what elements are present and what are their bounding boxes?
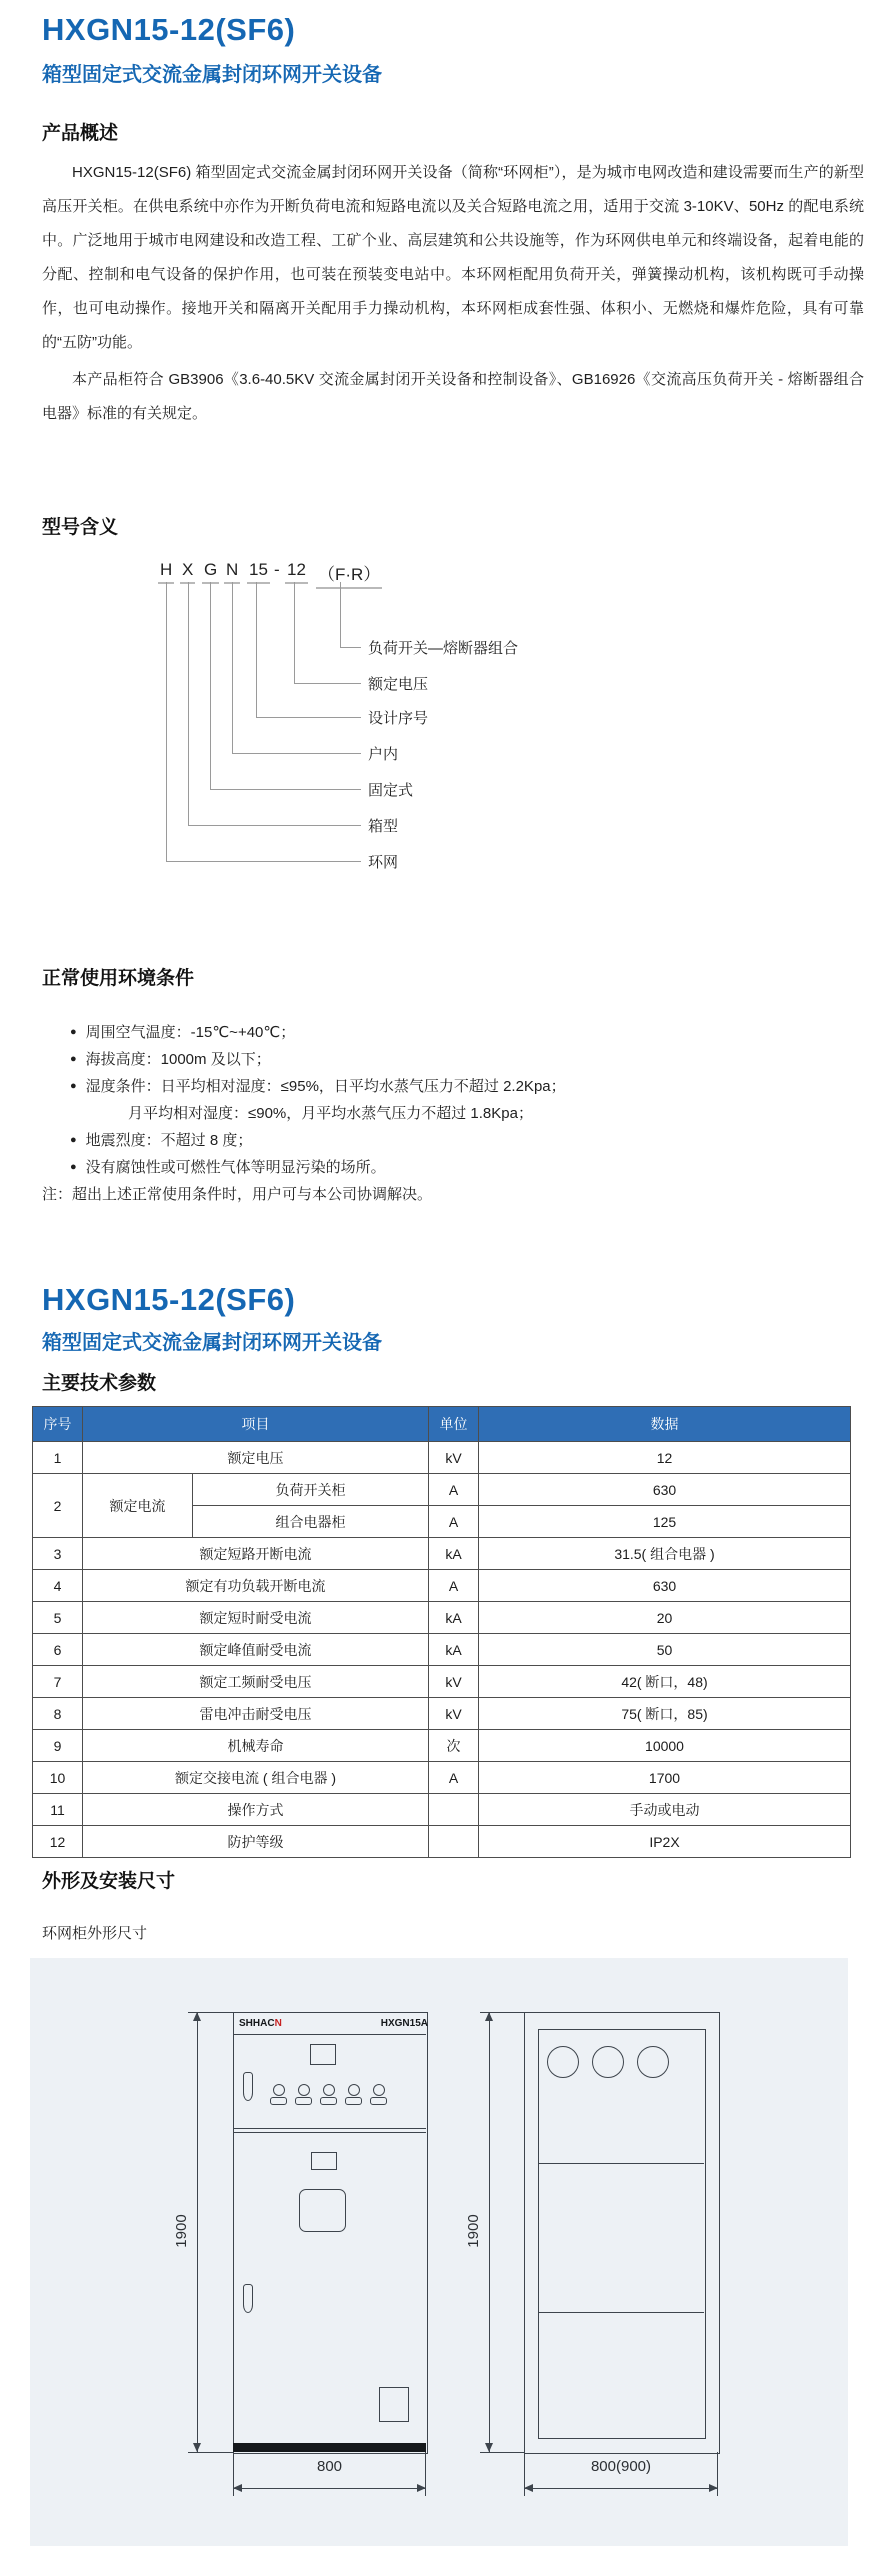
cell-subitem: 组合电器柜	[193, 1506, 429, 1538]
model-code-part-fr: （F·R）	[316, 560, 382, 589]
table-row	[33, 1762, 851, 1794]
page-title: HXGN15-12(SF6)	[42, 12, 296, 47]
small-window	[311, 2152, 337, 2170]
cell-unit: kA	[429, 1602, 479, 1634]
brand-label-red: N	[274, 2017, 282, 2029]
indicator-slot	[295, 2097, 312, 2105]
col-header-unit: 单位	[429, 1407, 479, 1442]
cell-no: 12	[33, 1826, 83, 1858]
table-row	[33, 1666, 851, 1698]
dim-extension-line	[480, 2012, 524, 2013]
model-code-dash: -	[274, 560, 280, 579]
model-label-rated-voltage: 额定电压	[368, 676, 429, 693]
indicator-slot	[270, 2097, 287, 2105]
model-label-design-serial: 设计序号	[368, 710, 429, 727]
cell-unit	[429, 1794, 479, 1826]
cell-value: 75( 断口，85)	[479, 1698, 851, 1730]
cell-no: 3	[33, 1538, 83, 1570]
door-lock	[243, 2072, 253, 2101]
cell-unit: kA	[429, 1538, 479, 1570]
cell-item: 额定峰值耐受电流	[83, 1634, 429, 1666]
section-divider-line	[233, 2132, 426, 2133]
cell-item: 额定电流	[83, 1474, 193, 1538]
cell-item: 雷电冲击耐受电压	[83, 1698, 429, 1730]
indicator-lamp	[373, 2084, 385, 2096]
model-label-load-switch-fuse: 负荷开关—熔断器组合	[368, 640, 519, 657]
operation-port	[299, 2189, 346, 2232]
table-row	[33, 1538, 851, 1570]
indicator-slot	[370, 2097, 387, 2105]
meter-window	[310, 2044, 336, 2065]
cell-item: 防护等级	[83, 1826, 429, 1858]
table-row	[33, 1794, 851, 1826]
page-subtitle-2: 箱型固定式交流金属封闭环网开关设备	[42, 1332, 382, 1354]
front-width-dim-line	[233, 2488, 426, 2489]
cell-unit: A	[429, 1762, 479, 1794]
model-label-indoor: 户内	[368, 746, 399, 763]
indicator-lamp	[273, 2084, 285, 2096]
outline-drawing-panel	[30, 1958, 848, 2546]
cell-item: 操作方式	[83, 1794, 429, 1826]
bushing-hole	[637, 2046, 669, 2078]
cell-no: 1	[33, 1442, 83, 1474]
model-connector-h	[166, 582, 361, 862]
table-row	[33, 1474, 851, 1506]
cell-no: 6	[33, 1634, 83, 1666]
cell-value: 630	[479, 1474, 851, 1506]
cabinet-base-bar	[233, 2443, 426, 2452]
dim-extension-line	[188, 2452, 233, 2453]
dim-arrow-right-icon	[709, 2484, 718, 2492]
side-view-inner-frame	[538, 2029, 706, 2439]
env-item-seismic: ● 地震烈度：不超过 8 度；	[70, 1127, 252, 1154]
cell-value: IP2X	[479, 1826, 851, 1858]
cell-value: 手动或电动	[479, 1794, 851, 1826]
front-width-dim-label: 800	[316, 2458, 343, 2475]
dim-arrow-down-icon	[193, 2443, 201, 2452]
lower-port	[379, 2387, 409, 2422]
cell-item: 额定短路开断电流	[83, 1538, 429, 1570]
front-height-dim-line	[197, 2012, 198, 2452]
env-item-humidity-monthly: 月平均相对湿度：≤90%，月平均水蒸气压力不超过 1.8Kpa；	[128, 1105, 533, 1122]
dimensions-sub-label: 环网柜外形尺寸	[42, 1925, 148, 1942]
cell-no: 4	[33, 1570, 83, 1602]
table-row	[33, 1826, 851, 1858]
parameters-table	[32, 1406, 851, 1858]
dim-arrow-left-icon	[524, 2484, 533, 2492]
nameplate-strip	[234, 2013, 433, 2033]
page-subtitle: 箱型固定式交流金属封闭环网开关设备	[42, 64, 382, 86]
environment-note: 注：超出上述正常使用条件时，用户可与本公司协调解决。	[42, 1186, 433, 1203]
model-code-part-h: H	[158, 560, 174, 584]
model-meaning-heading: 型号含义	[42, 517, 119, 538]
cell-unit	[429, 1826, 479, 1858]
compartment-divider-line	[538, 2163, 704, 2164]
cell-value: 20	[479, 1602, 851, 1634]
env-item-humidity-daily: ● 湿度条件：日平均相对湿度：≤95%，日平均水蒸气压力不超过 2.2Kpa；	[70, 1073, 566, 1100]
overview-paragraph-1: HXGN15-12(SF6) 箱型固定式交流金属封闭环网开关设备（简称“环网柜”），是为城市电网改造和建设需要而生产的新型高压开关柜。在供电系统中亦作为开断负荷电流和短路电流以及关合短路电流之用，适用于交流 3-10KV、50Hz 的配电系统中。广泛地用于城市电网建设和改造工程、工矿个业、高层建筑和公共设施等，作为环网供电单元和终端设备，起着电能的分配、控制和电气设备的保护作用，也可装在预装变电站中。本环网柜配用负荷开关，弹簧操动机构，该机构既可手动操作，也可电动操作。接地开关和隔离开关配用手力操动机构，本环网柜成套性强、体积小、无燃烧和爆炸危险，具有可靠的“五防”功能。	[42, 164, 864, 351]
cell-value: 50	[479, 1634, 851, 1666]
cell-no: 10	[33, 1762, 83, 1794]
cell-item: 额定有功负载开断电流	[83, 1570, 429, 1602]
table-header-row	[33, 1407, 851, 1442]
model-label: HXGN15A	[380, 2017, 428, 2029]
model-code-part-n: N	[224, 560, 240, 584]
overview-heading: 产品概述	[42, 123, 119, 144]
cell-value: 125	[479, 1506, 851, 1538]
page-title-2: HXGN15-12(SF6)	[42, 1282, 296, 1317]
col-header-data: 数据	[479, 1407, 851, 1442]
model-code-part-g: G	[202, 560, 219, 584]
cell-item: 额定工频耐受电压	[83, 1666, 429, 1698]
indicator-slot	[345, 2097, 362, 2105]
dim-arrow-up-icon	[485, 2012, 493, 2021]
cell-no: 2	[33, 1474, 83, 1538]
cell-no: 8	[33, 1698, 83, 1730]
cell-no: 7	[33, 1666, 83, 1698]
brand-label-black: SHHAC	[239, 2017, 275, 2029]
cell-no: 9	[33, 1730, 83, 1762]
cell-item: 额定短时耐受电流	[83, 1602, 429, 1634]
dim-extension-line	[480, 2452, 524, 2453]
cell-value: 10000	[479, 1730, 851, 1762]
side-width-dim-label: 800(900)	[590, 2458, 652, 2475]
front-height-dim-label: 1900	[173, 2214, 190, 2248]
dim-arrow-right-icon	[417, 2484, 426, 2492]
side-height-dim-line	[489, 2012, 490, 2452]
col-header-no: 序号	[33, 1407, 83, 1442]
side-width-dim-line	[524, 2488, 718, 2489]
environment-heading: 正常使用环境条件	[42, 968, 195, 989]
cell-no: 5	[33, 1602, 83, 1634]
model-label-box-type: 箱型	[368, 818, 399, 835]
env-item-altitude: ● 海拔高度：1000m 及以下；	[70, 1046, 271, 1073]
model-label-ring-network: 环网	[368, 854, 399, 871]
dimensions-heading: 外形及安装尺寸	[42, 1871, 176, 1892]
indicator-lamp	[298, 2084, 310, 2096]
cell-unit: A	[429, 1506, 479, 1538]
cell-item: 额定交接电流 ( 组合电器 )	[83, 1762, 429, 1794]
bushing-hole	[592, 2046, 624, 2078]
model-code-part-15: 15	[247, 560, 270, 584]
table-row	[33, 1570, 851, 1602]
table-row	[33, 1698, 851, 1730]
model-code-part-12: 12	[285, 560, 308, 584]
cell-value: 1700	[479, 1762, 851, 1794]
dim-extension-line	[188, 2012, 233, 2013]
env-item-temperature: ● 周围空气温度：-15℃~+40℃；	[70, 1019, 295, 1046]
dim-arrow-up-icon	[193, 2012, 201, 2021]
dim-arrow-down-icon	[485, 2443, 493, 2452]
env-item-pollution: ● 没有腐蚀性或可燃性气体等明显污染的场所。	[70, 1154, 386, 1181]
indicator-lamp	[323, 2084, 335, 2096]
table-row	[33, 1602, 851, 1634]
compartment-divider-line	[538, 2312, 704, 2313]
section-divider-line	[233, 2128, 426, 2129]
cell-item: 机械寿命	[83, 1730, 429, 1762]
col-header-item: 项目	[83, 1407, 429, 1442]
cell-unit: A	[429, 1570, 479, 1602]
cell-value: 31.5( 组合电器 )	[479, 1538, 851, 1570]
cell-unit: kV	[429, 1442, 479, 1474]
cell-unit: kA	[429, 1634, 479, 1666]
dim-arrow-left-icon	[233, 2484, 242, 2492]
table-row	[33, 1730, 851, 1762]
table-row	[33, 1442, 851, 1474]
cell-subitem: 负荷开关柜	[193, 1474, 429, 1506]
table-row	[33, 1634, 851, 1666]
cell-value: 630	[479, 1570, 851, 1602]
cell-unit: 次	[429, 1730, 479, 1762]
cell-value: 42( 断口，48)	[479, 1666, 851, 1698]
model-code-part-x: X	[180, 560, 195, 584]
side-height-dim-label: 1900	[465, 2214, 482, 2248]
cell-unit: A	[429, 1474, 479, 1506]
indicator-lamp	[348, 2084, 360, 2096]
brand-label	[239, 2018, 282, 2029]
model-label-fixed-type: 固定式	[368, 782, 414, 799]
nameplate-strip-border	[233, 2034, 426, 2035]
door-lock	[243, 2284, 253, 2313]
cell-value: 12	[479, 1442, 851, 1474]
cell-no: 11	[33, 1794, 83, 1826]
bushing-hole	[547, 2046, 579, 2078]
cell-item: 额定电压	[83, 1442, 429, 1474]
parameters-heading: 主要技术参数	[42, 1373, 157, 1394]
cell-unit: kV	[429, 1666, 479, 1698]
cell-unit: kV	[429, 1698, 479, 1730]
overview-paragraph-2: 本产品柜符合 GB3906《3.6-40.5KV 交流金属封闭开关设备和控制设备》、GB16926《交流高压负荷开关 - 熔断器组合电器》标准的有关规定。	[42, 371, 864, 422]
indicator-slot	[320, 2097, 337, 2105]
